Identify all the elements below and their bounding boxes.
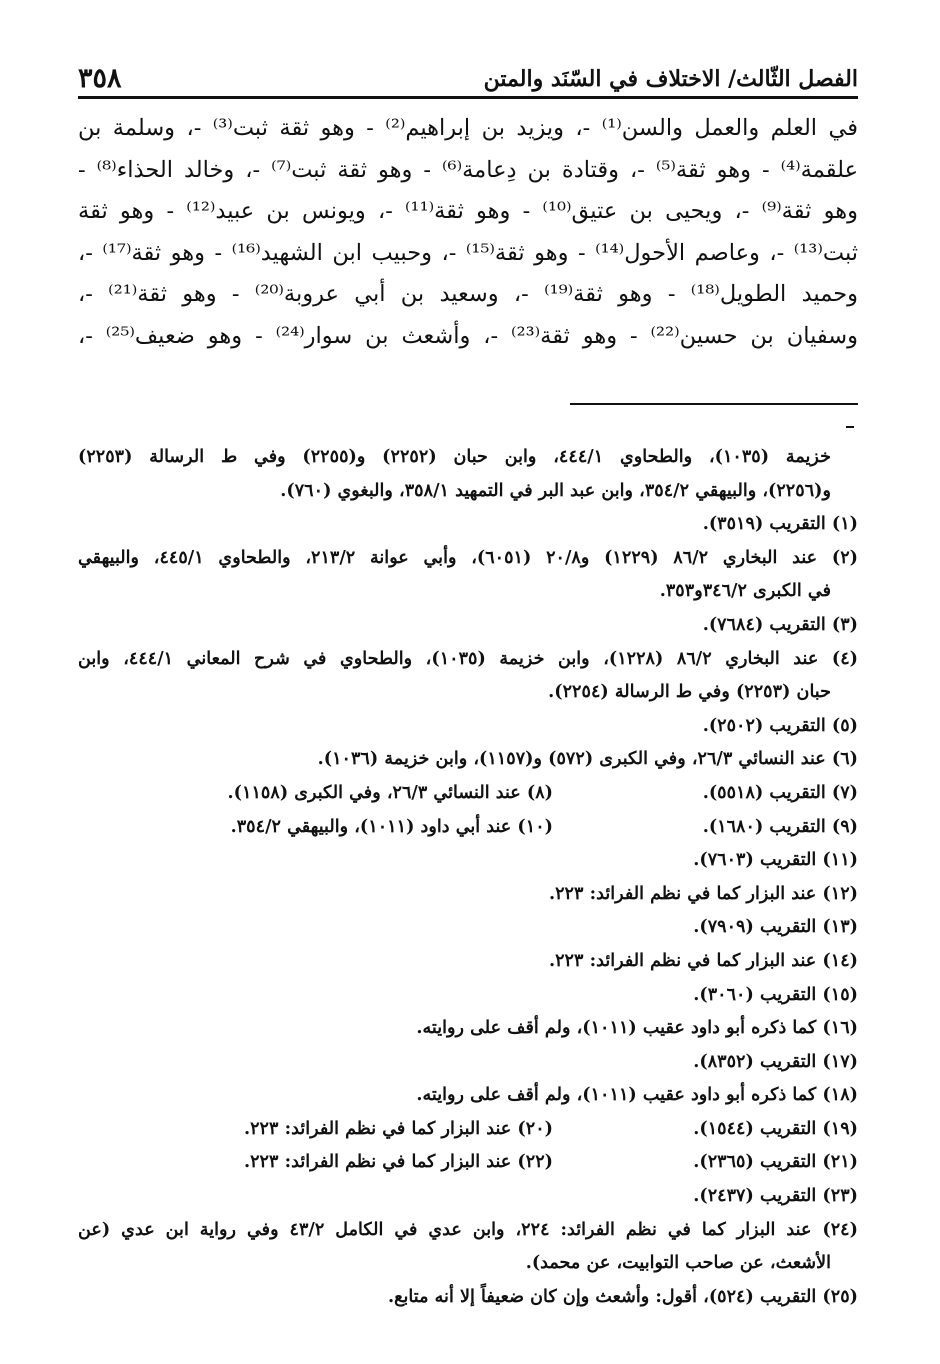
footnote-6: (٦) عند النسائي ٢٦/٣، وفي الكبرى (٥٧٢) و(١١٥٧)، وابن خزيمة (١٠٣٦). [317, 748, 858, 770]
chapter-title: الفصل الثّالث/ الاختلاف في السّنَد والمتن [483, 66, 858, 92]
footnote-2: (٢) عند البخاري ٨٦/٢ (١٢٢٩) و٢٠/٨ (٦٠٥١)، وأبي عوانة ٢١٣/٢، والطحاوي ٤٤٥/١، والبيهقي [78, 546, 858, 568]
footnote-3: (٣) التقريب (٧٦٨٤). [702, 613, 858, 635]
footnote-16: (١٦) كما ذكره أبو داود عقيب (١٠١١)، ولم أقف على روايته. [416, 1017, 858, 1039]
footnotes [78, 440, 858, 1313]
footnote-19: (١٩) التقريب (١٥٤٤). [693, 1117, 858, 1139]
footnote-5: (٥) التقريب (٢٥٠٢). [702, 714, 858, 736]
main-text-line: علقمة⁽⁴⁾ - وهو ثقة⁽⁵⁾ -، وقتادة بن دِعامة⁽⁶⁾ - وهو ثقة ثبت⁽⁷⁾ -، وخالد الحذاء⁽⁸⁾ - [78, 156, 858, 183]
footnote-8: (٨) عند النسائي ٢٦/٣، وفي الكبرى (١١٥٨). [227, 781, 553, 803]
footnote-22: (٢٢) عند البزار كما في نظم الفرائد: ٢٢٣. [243, 1151, 553, 1173]
main-text-line: في العلم والعمل والسن⁽¹⁾ -، ويزيد بن إبراهيم⁽²⁾ - وهو ثقة ثبت⁽³⁾ -، وسلمة بن [78, 115, 858, 141]
footnote-18: (١٨) كما ذكره أبو داود عقيب (١٠١١)، ولم أقف على روايته. [416, 1084, 858, 1106]
footnote-carryover: خزيمة (١٠٣٥)، والطحاوي ٤٤٤/١، وابن حبان (٢٢٥٢) و(٢٢٥٥) وفي ط الرسالة (٢٢٥٣) [78, 446, 831, 467]
footnote-4: (٤) عند البخاري ٨٦/٢ (١٢٢٨)، وابن خزيمة (١٠٣٥)، والطحاوي في شرح المعاني ٤٤٤/١، وابن [78, 647, 858, 669]
footnote-row [78, 810, 858, 844]
footnote-row [78, 1112, 858, 1146]
footnote-row [78, 776, 858, 810]
footnote-25: (٢٥) التقريب (٥٢٤)، أقول: وأشعث وإن كان ضعيفاً إلا أنه متابع. [388, 1285, 858, 1307]
footnote-14: (١٤) عند البزار كما في نظم الفرائد: ٢٢٣. [548, 949, 858, 971]
footnote-9: (٩) التقريب (١٦٨٠). [702, 815, 858, 837]
footnote-24: (٢٤) عند البزار كما في نظم الفرائد: ٢٢٤، وابن عدي في الكامل ٤٣/٢ وفي رواية ابن عدي (عن [78, 1218, 858, 1240]
footnote-4-cont: حبان (٢٢٥٣) وفي ط الرسالة (٢٢٥٤). [548, 681, 831, 703]
footnote-divider [570, 403, 858, 405]
page-header [78, 56, 858, 99]
main-text-line: وحميد الطويل⁽¹⁸⁾ - وهو ثقة⁽¹⁹⁾ -، وسعيد بن أبي عروبة⁽²⁰⁾ - وهو ثقة⁽²¹⁾ -، [78, 281, 858, 307]
footnote-15: (١٥) التقريب (٣٠٦٠). [693, 983, 858, 1005]
page-number: ٣٥٨ [78, 63, 122, 94]
footnote-21: (٢١) التقريب (٢٣٦٥). [693, 1151, 858, 1173]
footnote-7: (٧) التقريب (٥٥١٨). [702, 781, 858, 803]
footnote-row [78, 1145, 858, 1179]
footnote-11: (١١) التقريب (٧٦٠٣). [693, 849, 858, 871]
footnote-20: (٢٠) عند البزار كما في نظم الفرائد: ٢٢٣. [243, 1117, 553, 1139]
footnote-10: (١٠) عند أبي داود (١٠١١)، والبيهقي ٣٥٤/٢. [230, 815, 553, 837]
footnote-24-cont: الأشعث، عن صاحب التوابيت، عن محمد). [525, 1252, 831, 1274]
main-text-line: وسفيان بن حسين⁽²²⁾ - وهو ثقة⁽²³⁾ -، وأشعث بن سوار⁽²⁴⁾ - وهو ضعيف⁽²⁵⁾ -، [78, 322, 858, 349]
footnote-2-cont: في الكبرى ٣٤٦/٢و٣٥٣. [659, 580, 831, 602]
footnote-12: (١٢) عند البزار كما في نظم الفرائد: ٢٢٣. [548, 882, 858, 904]
main-text [78, 108, 858, 357]
main-text-line: ثبت⁽¹³⁾ -، وعاصم الأحول⁽¹⁴⁾ - وهو ثقة⁽¹⁵⁾ -، وحبيب ابن الشهيد⁽¹⁶⁾ - وهو ثقة⁽¹⁷⁾ -، [78, 239, 858, 266]
footnote-17: (١٧) التقريب (٨٣٥٢). [693, 1050, 858, 1072]
continuation-dash [846, 426, 854, 428]
footnote-23: (٢٣) التقريب (٢٤٣٧). [693, 1185, 858, 1207]
footnote-carryover: و(٢٢٥٦)، والبيهقي ٣٥٤/٢، وابن عبد البر في التمهيد ٣٥٨/١، والبغوي (٧٦٠). [280, 479, 831, 501]
main-text-line: وهو ثقة⁽⁹⁾ -، ويحيى بن عتيق⁽¹⁰⁾ - وهو ثقة⁽¹¹⁾ -، ويونس بن عبيد⁽¹²⁾ - وهو ثقة [78, 198, 858, 224]
footnote-13: (١٣) التقريب (٧٩٠٩). [693, 916, 858, 938]
footnote-1: (١) التقريب (٣٥١٩). [702, 513, 858, 535]
